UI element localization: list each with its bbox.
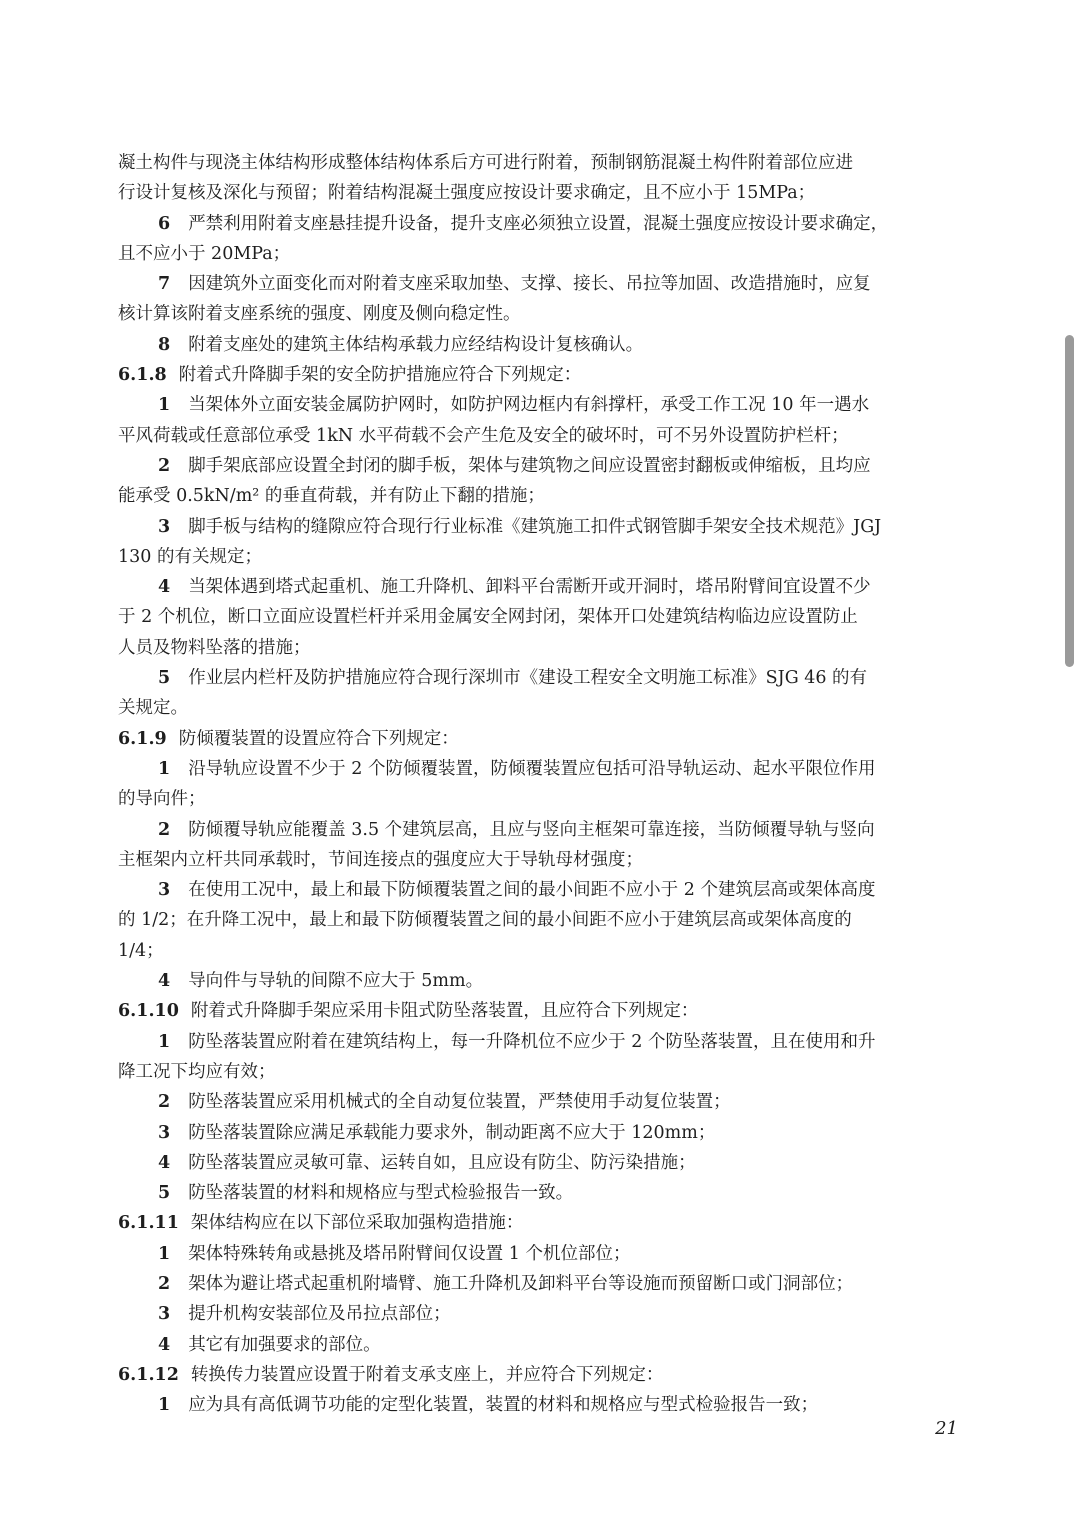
text-line — [118, 602, 956, 632]
text-line — [118, 330, 956, 360]
item-number: 4 — [158, 577, 171, 598]
text-line — [118, 1178, 956, 1208]
line-text: 防倾覆导轨应能覆盖 3.5 个建筑层高，且应与竖向主框架可靠连接，当防倾覆导轨与竖向 — [188, 819, 875, 840]
item-number: 2 — [158, 1092, 171, 1113]
text-line — [118, 1239, 956, 1269]
text-line — [118, 1330, 956, 1360]
line-text: 导向件与导轨的间隙不应大于 5mm。 — [188, 971, 484, 992]
line-text: 防坠落装置应灵敏可靠、运转自如，且应设有防尘、防污染措施； — [188, 1152, 696, 1173]
line-text: 凝土构件与现浇主体结构形成整体结构体系后方可进行附着，预制钢筋混凝土构件附着部位应进 — [118, 153, 853, 173]
text-line — [118, 239, 956, 269]
line-text: 防坠落装置应采用机械式的全自动复位装置，严禁使用手动复位装置； — [188, 1092, 731, 1113]
line-text: 在使用工况中，最上和最下防倾覆装置之间的最小间距不应小于 2 个建筑层高或架体高度 — [188, 880, 876, 901]
clause-number: 6.1.11 — [118, 1213, 179, 1234]
item-number: 5 — [158, 668, 171, 689]
line-text: 当架体遇到塔式起重机、施工升降机、卸料平台需断开或开洞时，塔吊附臂间宜设置不少 — [188, 577, 871, 598]
item-number: 4 — [158, 1334, 171, 1355]
line-text: 人员及物料坠落的措施； — [118, 637, 311, 658]
item-number: 6 — [158, 213, 171, 234]
text-line — [118, 905, 956, 935]
line-text: 130 的有关规定； — [118, 546, 262, 567]
line-text: 附着支座处的建筑主体结构承载力应经结构设计复核确认。 — [188, 334, 644, 355]
item-number: 5 — [158, 1183, 171, 1204]
clause-number: 6.1.9 — [118, 728, 167, 749]
line-text: 其它有加强要求的部位。 — [188, 1334, 381, 1355]
line-text: 平风荷载或任意部位承受 1kN 水平荷载不会产生危及安全的破坏时，可不另外设置防护栏杆； — [118, 425, 849, 446]
line-text: 转换传力装置应设置于附着支承支座上，并应符合下列规定： — [190, 1364, 664, 1385]
item-number: 1 — [158, 395, 171, 416]
line-text: 架体为避让塔式起重机附墙臂、施工升降机及卸料平台等设施而预留断口或门洞部位； — [188, 1273, 854, 1294]
clause-number: 6.1.12 — [118, 1364, 179, 1385]
text-line — [118, 360, 956, 390]
item-number: 3 — [158, 880, 171, 901]
vertical-scrollbar[interactable] — [1065, 335, 1074, 667]
item-number: 3 — [158, 516, 171, 537]
text-line — [118, 1269, 956, 1299]
line-text: 架体结构应在以下部位采取加强构造措施： — [190, 1213, 524, 1234]
line-text: 作业层内栏杆及防护措施应符合现行深圳市《建设工程安全文明施工标准》SJG 46 的有 — [188, 668, 868, 689]
text-line — [118, 481, 956, 511]
text-line — [118, 996, 956, 1026]
text-line — [118, 1148, 956, 1178]
line-text: 行设计复核及深化与预留；附着结构混凝土强度应按设计要求确定，且不应小于 15MPa； — [118, 183, 816, 204]
text-line — [118, 663, 956, 693]
line-text: 的导向件； — [118, 789, 206, 810]
item-number: 1 — [158, 1243, 171, 1264]
line-text: 防坠落装置应附着在建筑结构上，每一升降机位不应少于 2 个防坠落装置，且在使用和升 — [188, 1031, 876, 1052]
document-body — [118, 148, 956, 1420]
clause-number: 6.1.10 — [118, 1001, 179, 1022]
line-text: 且不应小于 20MPa； — [118, 243, 291, 264]
text-line — [118, 845, 956, 875]
clause-number: 6.1.8 — [118, 365, 167, 386]
text-line — [118, 784, 956, 814]
text-line — [118, 1027, 956, 1057]
line-text: 核计算该附着支座系统的强度、刚度及侧向稳定性。 — [118, 304, 521, 325]
line-text: 降工况下均应有效； — [118, 1061, 276, 1082]
line-text: 防坠落装置的材料和规格应与型式检验报告一致。 — [188, 1183, 574, 1204]
line-text: 附着式升降脚手架应采用卡阻式防坠落装置，且应符合下列规定： — [190, 1001, 699, 1022]
page-number: 21 — [935, 1418, 958, 1439]
text-line — [118, 148, 956, 178]
text-line — [118, 754, 956, 784]
line-text: 关规定。 — [118, 698, 188, 719]
line-text: 防坠落装置除应满足承载能力要求外，制动距离不应大于 120mm； — [188, 1122, 716, 1143]
line-text: 附着式升降脚手架的安全防护措施应符合下列规定： — [178, 365, 582, 386]
item-number: 1 — [158, 1031, 171, 1052]
text-line — [118, 1390, 956, 1420]
text-line — [118, 209, 956, 239]
text-line — [118, 875, 956, 905]
line-text: 脚手板与结构的缝隙应符合现行行业标准《建筑施工扣件式钢管脚手架安全技术规范》JGJ — [188, 516, 882, 537]
text-line — [118, 178, 956, 208]
item-number: 8 — [158, 334, 171, 355]
text-line — [118, 390, 956, 420]
line-text: 严禁利用附着支座悬挂提升设备，提升支座必须独立设置，混凝土强度应按设计要求确定， — [188, 213, 889, 234]
line-text: 因建筑外立面变化而对附着支座采取加垫、支撑、接长、吊拉等加固、改造措施时，应复 — [188, 274, 871, 295]
text-line — [118, 269, 956, 299]
text-line — [118, 724, 956, 754]
text-line — [118, 1057, 956, 1087]
item-number: 3 — [158, 1122, 171, 1143]
item-number: 4 — [158, 1152, 171, 1173]
item-number: 1 — [158, 1395, 171, 1416]
text-line — [118, 451, 956, 481]
text-line — [118, 936, 956, 966]
text-line — [118, 299, 956, 329]
text-line — [118, 966, 956, 996]
line-text: 于 2 个机位，断口立面应设置栏杆并采用金属安全网封闭，架体开口处建筑结构临边应设置防止 — [118, 607, 858, 628]
text-line — [118, 421, 956, 451]
item-number: 1 — [158, 758, 171, 779]
line-text: 提升机构安装部位及吊拉点部位； — [188, 1304, 451, 1325]
line-text: 应为具有高低调节功能的定型化装置，装置的材料和规格应与型式检验报告一致； — [188, 1395, 819, 1416]
line-text: 能承受 0.5kN/m² 的垂直荷载，并有防止下翻的措施； — [118, 486, 545, 507]
line-text: 防倾覆装置的设置应符合下列规定： — [178, 728, 459, 749]
item-number: 2 — [158, 1273, 171, 1294]
text-line — [118, 1208, 956, 1238]
line-text: 主框架内立杆共同承载时，节间连接点的强度应大于导轨母材强度； — [118, 849, 643, 870]
text-line — [118, 512, 956, 542]
item-number: 2 — [158, 455, 171, 476]
text-line — [118, 1299, 956, 1329]
text-line — [118, 693, 956, 723]
text-line — [118, 633, 956, 663]
item-number: 3 — [158, 1304, 171, 1325]
text-line — [118, 1360, 956, 1390]
line-text: 脚手架底部应设置全封闭的脚手板，架体与建筑物之间应设置密封翻板或伸缩板，且均应 — [188, 455, 871, 476]
text-line — [118, 572, 956, 602]
item-number: 4 — [158, 971, 171, 992]
line-text: 1/4； — [118, 940, 164, 961]
text-line — [118, 1087, 956, 1117]
item-number: 2 — [158, 819, 171, 840]
line-text: 沿导轨应设置不少于 2 个防倾覆装置，防倾覆装置应包括可沿导轨运动、起水平限位作用 — [188, 758, 876, 779]
text-line — [118, 542, 956, 572]
line-text: 的 1/2；在升降工况中，最上和最下防倾覆装置之间的最小间距不应小于建筑层高或架体高度的 — [118, 910, 852, 931]
text-line — [118, 1118, 956, 1148]
line-text: 当架体外立面安装金属防护网时，如防护网边框内有斜撑杆，承受工作工况 10 年一遇水 — [188, 395, 870, 416]
item-number: 7 — [158, 274, 171, 295]
line-text: 架体特殊转角或悬挑及塔吊附臂间仅设置 1 个机位部位； — [188, 1243, 631, 1264]
text-line — [118, 815, 956, 845]
